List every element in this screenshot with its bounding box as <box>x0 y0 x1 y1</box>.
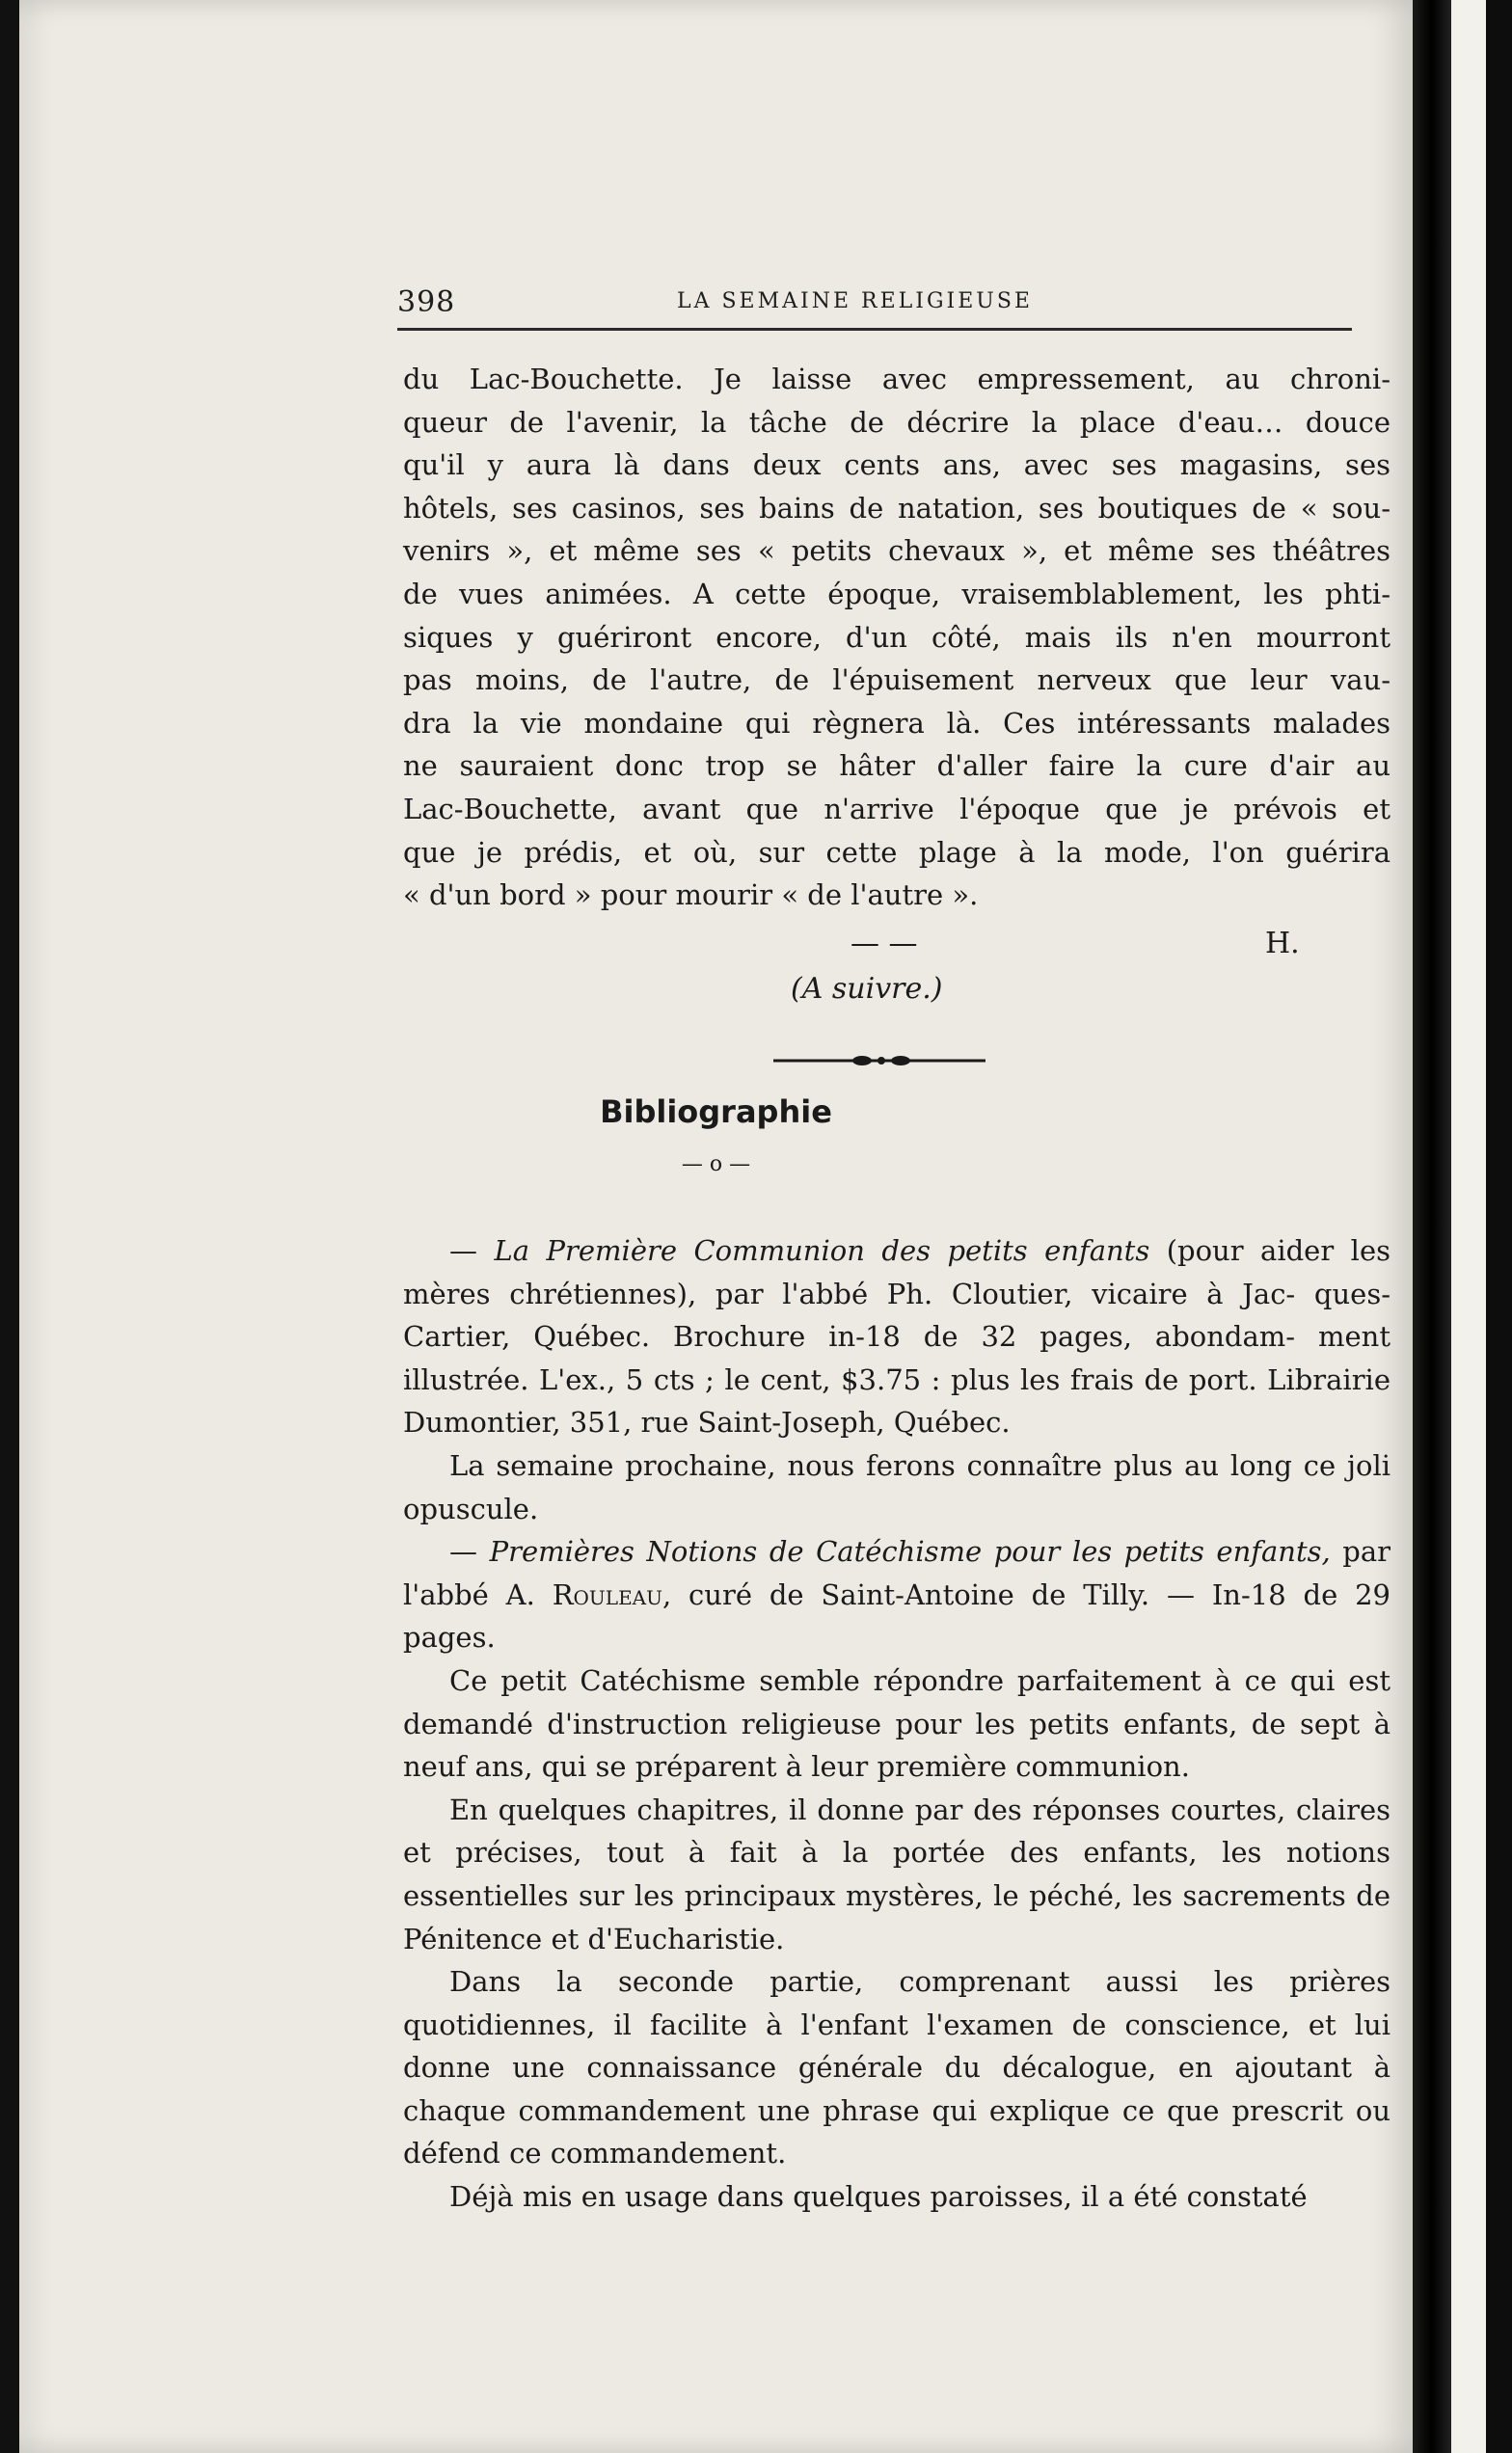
bibliography-body <box>403 1229 1390 2219</box>
entry-2-author: Rouleau <box>552 1577 662 1611</box>
article-lines <box>403 358 1390 917</box>
article-line: dra la vie mondaine qui règnera là. Ces intéressants malades <box>403 706 1390 740</box>
entry-1: — La Première Communion des petits enfants (pour aider les mères chrétiennes), par l'abbé Ph. Cloutier, vicaire à Jac- ques-Cartier, Québec. Brochure in-18 de 32 pages, abondam- ment illustrée. L'ex., 5 cts ; le cent, $3.75 : plus les frais de port. Librairie Dumontier, 351, rue Saint-Joseph, Québec. <box>403 1234 1390 1440</box>
article-line: hôtels, ses casinos, ses bains de natation, ses boutiques de « sou- <box>403 491 1390 525</box>
running-title: LA SEMAINE RELIGIEUSE <box>677 289 1033 313</box>
book-gutter <box>1413 0 1451 2453</box>
article-line: siques y guériront encore, d'un côté, mais ils n'en mourront <box>403 620 1390 654</box>
next-page-edge <box>1451 0 1512 2453</box>
section-title: Bibliographie <box>600 1093 832 1130</box>
entry-2-author-post: , curé de Saint-Antoine de Tilly. — In-18 de 29 pages. <box>403 1577 1391 1655</box>
author-signature: H. <box>1265 927 1300 960</box>
scan-right-margin <box>1486 0 1512 2453</box>
article-line: « d'un bord » pour mourir « de l'autre ». <box>403 878 979 912</box>
article-line: pas moins, de l'autre, de l'épuisement nerveux que leur vau- <box>403 663 1390 697</box>
article-line: de vues animées. A cette époque, vraisemblablement, les phti- <box>403 577 1390 610</box>
review-paragraph-4: Déjà mis en usage dans quelques paroisses, il a été constaté <box>449 2180 1308 2214</box>
entry-1-title: La Première Communion des petits enfants <box>494 1234 1150 1267</box>
section-separator: — o — <box>681 1152 751 1176</box>
entry-2-author-pre: par l'abbé A. <box>403 1535 1391 1611</box>
review-paragraph-1: Ce petit Catéchisme semble répondre parfaitement à ce qui est demandé d'instruction religieuse pour les petits enfants, de sept à neuf ans, qui se préparent à leur première communion. <box>403 1663 1390 1784</box>
article-line: Lac-Bouchette, avant que n'arrive l'époque que je prévois et <box>403 792 1390 825</box>
article-line: qu'il y aura là dans deux cents ans, avec ses magasins, ses <box>403 448 1390 482</box>
book-page <box>19 0 1413 2453</box>
entry-1-details: (pour aider les mères chrétiennes), par l'abbé Ph. Cloutier, vicaire à Jac- ques-Cartier, Québec. Brochure in-18 de 32 pages, abondam- ment illustrée. L'ex., 5 cts ; le cent, $3.75 : plus les frais de port. Librairie Dumontier, 351, rue Saint-Joseph, Québec. <box>403 1234 1390 1440</box>
article-line: ne sauraient donc trop se hâter d'aller faire la cure d'air au <box>403 749 1390 783</box>
header-rule <box>397 328 1352 331</box>
article-ending <box>403 358 1390 917</box>
page-header <box>397 285 1362 324</box>
entry-1-note: La semaine prochaine, nous ferons connaître plus au long ce joli opuscule. <box>403 1448 1390 1525</box>
article-line: que je prédis, et où, sur cette plage à la mode, l'on guérira <box>403 835 1390 869</box>
article-line: du Lac-Bouchette. Je laisse avec empressement, au chroni- <box>403 363 1390 395</box>
article-line: queur de l'avenir, la tâche de décrire la place d'eau… douce <box>403 405 1390 439</box>
entry-2: — Premières Notions de Catéchisme pour les petits enfants, par l'abbé A. Rouleau, curé de Saint-Antoine de Tilly. — In-18 de 29 pages. <box>403 1535 1391 1655</box>
review-paragraph-3: Dans la seconde partie, comprenant aussi les prières quotidiennes, il facilite à l'enfant l'examen de conscience, et lui donne une connaissance générale du décalogue, en ajoutant à chaque commandement une phrase qui explique ce que prescrit ou défend ce commandement. <box>403 1965 1390 2170</box>
scan-left-margin <box>0 0 19 2453</box>
entry-2-title: Premières Notions de Catéchisme pour les petits enfants, <box>489 1535 1331 1569</box>
end-dash: — — <box>850 927 918 960</box>
review-paragraph-2: En quelques chapitres, il donne par des réponses courtes, claires et précises, tout à fait à la portée des enfants, les notions essentielles sur les principaux mystères, le péché, les sacrements de Pénitence et d'Eucharistie. <box>403 1793 1390 1955</box>
page-number: 398 <box>397 285 456 319</box>
ornament-divider <box>773 1051 986 1070</box>
article-line: venirs », et même ses « petits chevaux », et même ses théâtres <box>403 534 1390 568</box>
to-be-continued: (A suivre.) <box>791 972 943 1006</box>
